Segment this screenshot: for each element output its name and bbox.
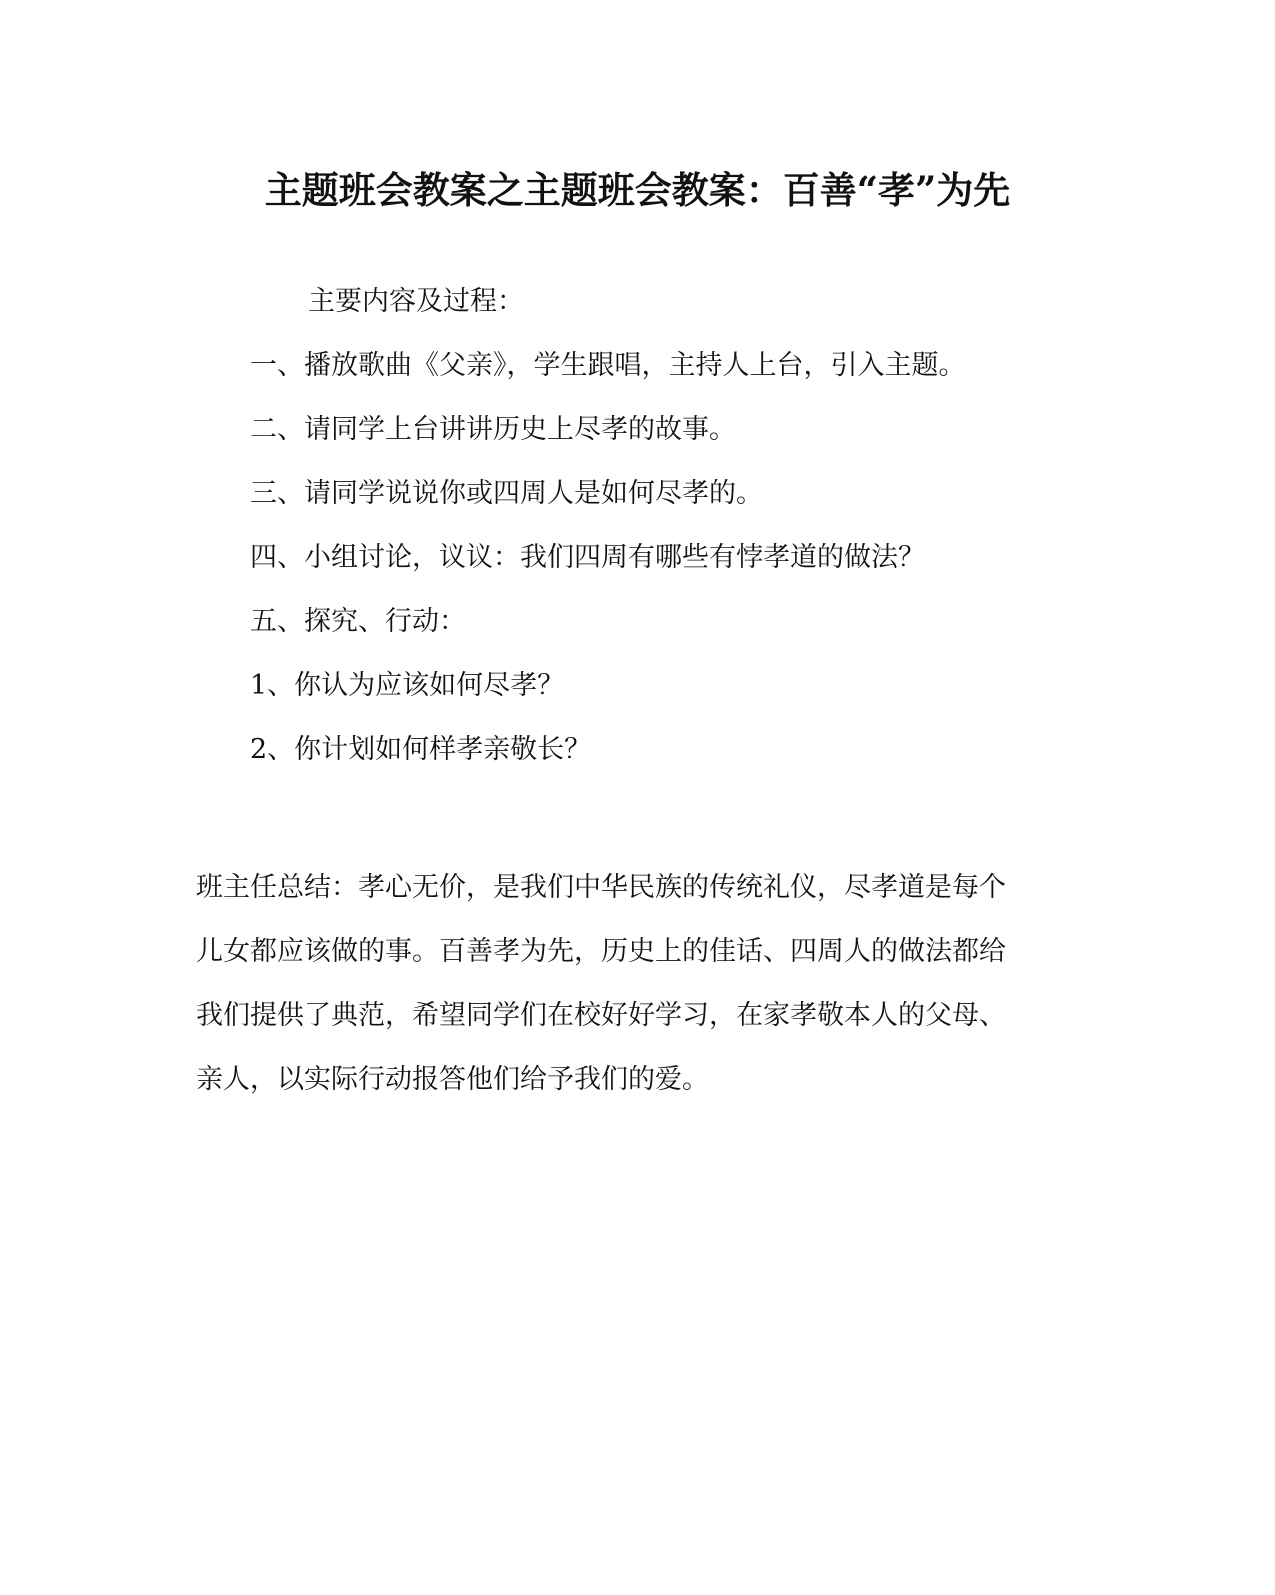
summary-line-4: 亲人，以实际行动报答他们给予我们的爱。 xyxy=(196,1064,709,1095)
step-item-2: 二、请同学上台讲讲历史上尽孝的故事。 xyxy=(250,414,736,445)
question-item-1: 1、你认为应该如何尽孝？ xyxy=(250,670,565,701)
step-item-1: 一、播放歌曲《父亲》，学生跟唱，主持人上台，引入主题。 xyxy=(250,350,966,381)
question-item-2: 2、你计划如何样孝亲敬长？ xyxy=(250,734,592,765)
summary-paragraph xyxy=(196,856,1076,1112)
step-item-5: 五、探究、行动： xyxy=(250,606,466,637)
summary-line-2: 儿女都应该做的事。百善孝为先，历史上的佳话、四周人的做法都给 xyxy=(196,936,1006,967)
document-title: 主题班会教案之主题班会教案：百善“孝”为先 xyxy=(264,168,1011,212)
step-item-4: 四、小组讨论，议议：我们四周有哪些有悖孝道的做法？ xyxy=(250,542,925,573)
summary-line-1: 班主任总结：孝心无价，是我们中华民族的传统礼仪，尽孝道是每个 xyxy=(196,872,1006,903)
step-item-3: 三、请同学说说你或四周人是如何尽孝的。 xyxy=(250,478,763,509)
intro-heading: 主要内容及过程： xyxy=(308,286,524,317)
summary-line-3: 我们提供了典范，希望同学们在校好好学习，在家孝敬本人的父母、 xyxy=(196,1000,1006,1031)
